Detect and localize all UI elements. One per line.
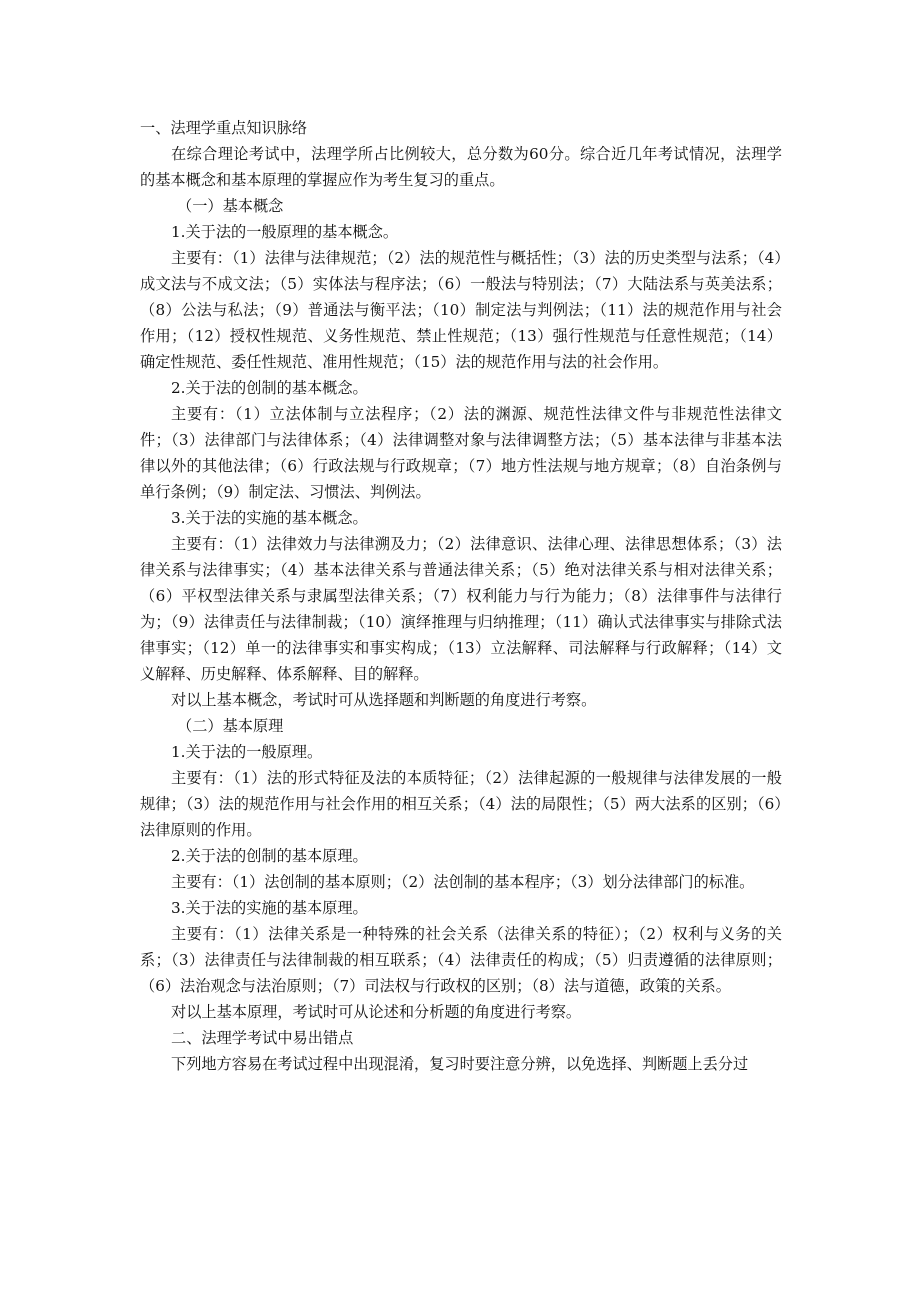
concepts-1-heading: 1.关于法的一般原理的基本概念。: [171, 223, 399, 241]
principles-3-heading: 3.关于法的实施的基本原理。: [171, 899, 368, 917]
concepts-2-body: 主要有：（1）立法体制与立法程序；（2）法的渊源、规范性法律文件与非规范性法律文件；（3）法律部门与法律体系；（4）法律调整对象与法律调整方法；（5）基本法律与非基本法律以外的其他法律；（6）行政法规与行政规章；（7）地方性法规与地方规章；（8）自治条例与单行条例；（9）制定法、习惯法、判例法。: [140, 405, 782, 501]
concepts-3-body: 主要有：（1）法律效力与法律溯及力；（2）法律意识、法律心理、法律思想体系；（3）法律关系与法律事实；（4）基本法律关系与普通法律关系；（5）绝对法律关系与相对法律关系；（6）平权型法律关系与隶属型法律关系；（7）权利能力与行为能力；（8）法律事件与法律行为；（9）法律责任与法律制裁；（10）演绎推理与归纳推理；（11）确认式法律事实与排除式法律事实；（12）单一的法律事实和事实构成；（13）立法解释、司法解释与行政解释；（14）文义解释、历史解释、体系解释、目的解释。: [140, 535, 782, 683]
principles-note: 对以上基本原理，考试时可从论述和分析题的角度进行考察。: [171, 1003, 582, 1021]
document-body: [140, 115, 782, 1077]
concepts-1-body: 主要有：（1）法律与法律规范；（2）法的规范性与概括性；（3）法的历史类型与法系；（4）成文法与不成文法；（5）实体法与程序法；（6）一般法与特别法；（7）大陆法系与英美法系；（8）公法与私法；（9）普通法与衡平法；（10）制定法与判例法；（11）法的规范作用与社会作用；（12）授权性规范、义务性规范、禁止性规范；（13）强行性规范与任意性规范；（14）确定性规范、委任性规范、准用性规范；（15）法的规范作用与法的社会作用。: [140, 249, 782, 371]
principles-1-heading: 1.关于法的一般原理。: [171, 743, 323, 761]
section-1-intro: 在综合理论考试中，法理学所占比例较大，总分数为60分。综合近几年考试情况，法理学的基本概念和基本原理的掌握应作为考生复习的重点。: [140, 145, 782, 189]
principles-2-body: 主要有：（1）法创制的基本原则；（2）法创制的基本程序；（3）划分法律部门的标准。: [171, 873, 755, 891]
concepts-2-heading: 2.关于法的创制的基本概念。: [171, 379, 368, 397]
concepts-3-heading: 3.关于法的实施的基本概念。: [171, 509, 368, 527]
section-2-intro: 下列地方容易在考试过程中出现混淆，复习时要注意分辨，以免选择、判断题上丢分过: [171, 1055, 749, 1073]
concepts-heading: （一）基本概念: [177, 197, 284, 215]
principles-2-heading: 2.关于法的创制的基本原理。: [171, 847, 368, 865]
section-2-heading: 二、法理学考试中易出错点: [171, 1029, 354, 1047]
principles-3-body: 主要有：（1）法律关系是一种特殊的社会关系（法律关系的特征）；（2）权利与义务的关系；（3）法律责任与法律制裁的相互联系；（4）法律责任的构成；（5）归责遵循的法律原则；（6）法治观念与法治原则；（7）司法权与行政权的区别；（8）法与道德，政策的关系。: [140, 925, 782, 995]
principles-1-body: 主要有：（1）法的形式特征及法的本质特征；（2）法律起源的一般规律与法律发展的一般规律；（3）法的规范作用与社会作用的相互关系；（4）法的局限性；（5）两大法系的区别；（6）法律原则的作用。: [140, 769, 782, 839]
section-1-heading: 一、法理学重点知识脉络: [140, 119, 308, 137]
concepts-note: 对以上基本概念，考试时可从选择题和判断题的角度进行考察。: [171, 691, 597, 709]
principles-heading: （二）基本原理: [177, 717, 284, 735]
